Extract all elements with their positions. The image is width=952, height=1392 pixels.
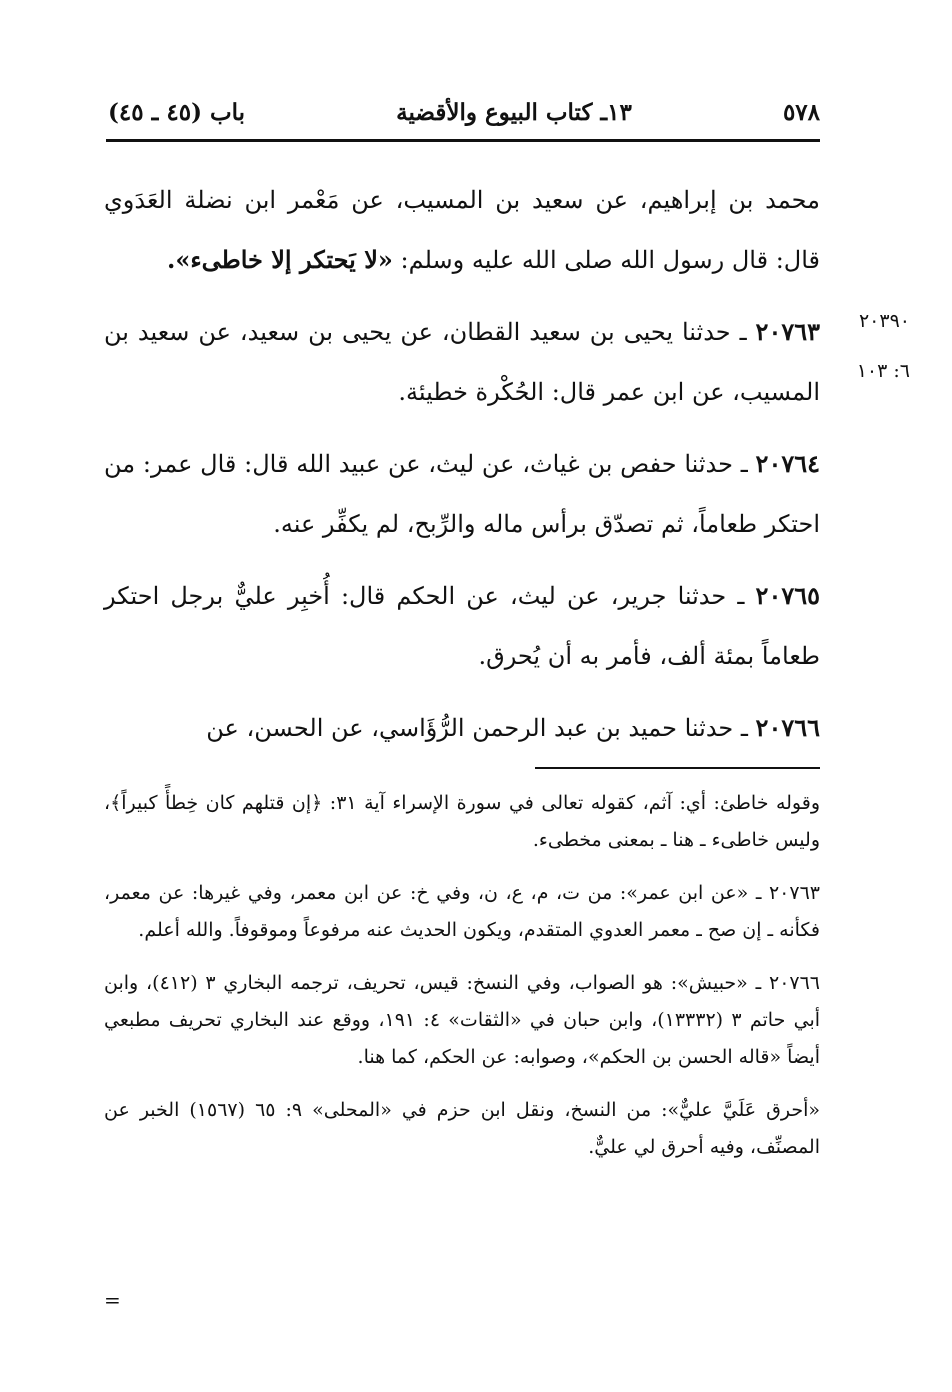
hadith-quote: «لا يَحتكر إلا خاطىء». <box>166 245 393 274</box>
hadith-text: ـ حدثنا يحيى بن سعيد القطان، عن يحيى بن سعيد، عن سعيد بن المسيب، عن ابن عمر قال: الحُكْرة خطيئة. <box>104 318 820 406</box>
intro-line2: قال: قال رسول الله صلى الله عليه وسلم: <box>392 246 820 274</box>
book-title: ١٣ـ كتاب البيوع والأقضية <box>396 98 632 126</box>
margin-reference: ٢٠٣٩٠ <box>858 310 910 332</box>
hadith-text: ـ حدثنا حميد بن عبد الرحمن الرُّؤَاسي، عن الحسن، عن <box>206 714 756 742</box>
hadith-20765 <box>104 566 820 686</box>
hadith-number: ٢٠٧٦٦ <box>755 713 820 742</box>
main-text <box>104 170 820 766</box>
hadith-number: ٢٠٧٦٤ <box>755 449 820 478</box>
footnote: وقوله خاطئ: أي: آثم، كقوله تعالى في سورة الإسراء آية ٣١: ﴿إن قتلهم كان خِطأً كبيراً﴾، وليس خاطىء ـ هنا ـ بمعنى مخطىء. <box>104 792 820 851</box>
footnote: «أحرق عَلَيَّ عليٌّ»: من النسخ، ونقل ابن حزم في «المحلى» ٩: ٦٥ (١٥٦٧) الخبر عن المصنِّف، وفيه أحرق لي عليٌّ. <box>104 1099 820 1158</box>
hadith-20766 <box>104 698 820 758</box>
hadith-number: ٢٠٧٦٣ <box>755 317 820 346</box>
running-header <box>108 92 820 132</box>
intro-line1: محمد بن إبراهيم، عن سعيد بن المسيب، عن مَعْمر ابن نضلة العَدَوي <box>104 186 820 214</box>
margin-reference: ٦: ١٠٣ <box>856 360 910 382</box>
footnote-divider <box>535 767 820 769</box>
hadith-text: ـ حدثنا حفص بن غياث، عن ليث، عن عبيد الله قال: قال عمر: من احتكر طعاماً، ثم تصدّق برأس ماله والرِّبح، لم يكفِّر عنه. <box>104 450 820 538</box>
hadith-20763 <box>104 302 820 422</box>
footnote: ٢٠٧٦٦ ـ «حبيش»: هو الصواب، وفي النسخ: قيس، تحريف، ترجمه البخاري ٣ (٤١٢)، وابن أبي حاتم ٣ (١٣٣٣٢)، وابن حبان في «الثقات» ٤: ١٩١، ووقع عند البخاري تحريف مطبعي أيضاً «قاله الحسن بن الحكم»، وصوابه: عن الحكم، كما هنا. <box>104 972 821 1068</box>
intro-paragraph <box>104 170 820 290</box>
chapter-label: باب (٤٥ ـ ٤٥) <box>108 98 246 126</box>
hadith-20764 <box>104 434 820 554</box>
footnote: ٢٠٧٦٣ ـ «عن ابن عمر»: من ت، م، ع، ن، وفي خ: عن ابن معمر، وفي غيرها: عن معمر، فكأنه ـ إن صح ـ معمر العدوي المتقدم، ويكون الحديث عنه مرفوعاً وموقوفاً. والله أعلم. <box>104 882 820 941</box>
page-number: ٥٧٨ <box>782 98 820 126</box>
hadith-text: ـ حدثنا جرير، عن ليث، عن الحكم قال: أُخبِر عليٌّ برجل احتكر طعاماً بمئة ألف، فأمر به أن يُحرق. <box>104 582 820 670</box>
hadith-number: ٢٠٧٦٥ <box>755 581 820 610</box>
header-divider <box>106 139 820 142</box>
continuation-mark: = <box>104 1288 121 1312</box>
footnotes <box>104 785 820 1182</box>
